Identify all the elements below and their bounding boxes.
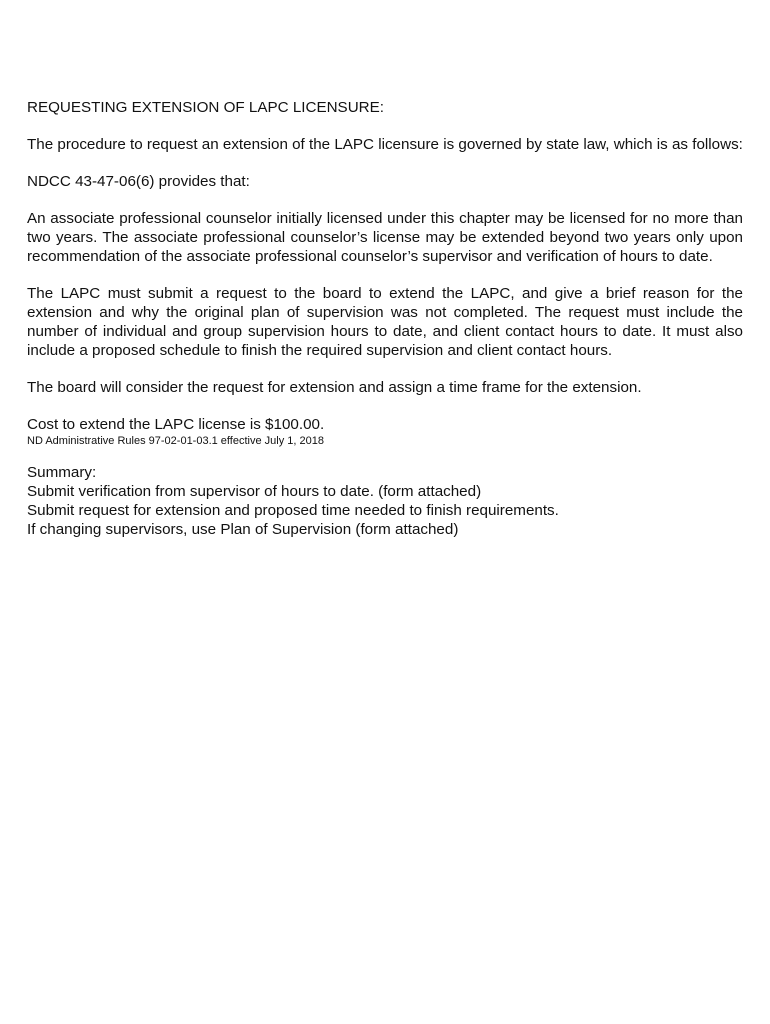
summary-item: If changing supervisors, use Plan of Supervision (form attached): [27, 521, 459, 538]
summary-item: Submit verification from supervisor of hours to date. (form attached): [27, 483, 482, 500]
document-title: REQUESTING EXTENSION OF LAPC LICENSURE:: [27, 99, 384, 116]
summary-item: Submit request for extension and proposed time needed to finish requirements.: [27, 502, 559, 519]
document-page: [27, 98, 743, 539]
administrative-rule-reference: ND Administrative Rules 97-02-01-03.1 effective July 1, 2018: [27, 435, 324, 447]
intro-paragraph: The procedure to request an extension of the LAPC licensure is governed by state law, which is as follows:: [27, 136, 743, 153]
board-consideration-paragraph: The board will consider the request for extension and assign a time frame for the extension.: [27, 379, 642, 396]
statute-paragraph: An associate professional counselor initially licensed under this chapter may be licensed for no more than two years. The associate professional counselor’s license may be extended beyond two years only upon recommendation of the associate professional counselor’s supervisor and verification of hours to date.: [27, 210, 743, 265]
cost-statement: Cost to extend the LAPC license is $100.00.: [27, 416, 325, 433]
summary-section: [27, 463, 743, 539]
request-requirements-paragraph: The LAPC must submit a request to the board to extend the LAPC, and give a brief reason for the extension and why the original plan of supervision was not completed. The request must include the number of individual and group supervision hours to date, and client contact hours to date. It must also include a proposed schedule to finish the required supervision and client contact hours.: [27, 285, 743, 359]
statute-reference: NDCC 43-47-06(6) provides that:: [27, 173, 250, 190]
summary-heading: Summary:: [27, 464, 97, 481]
